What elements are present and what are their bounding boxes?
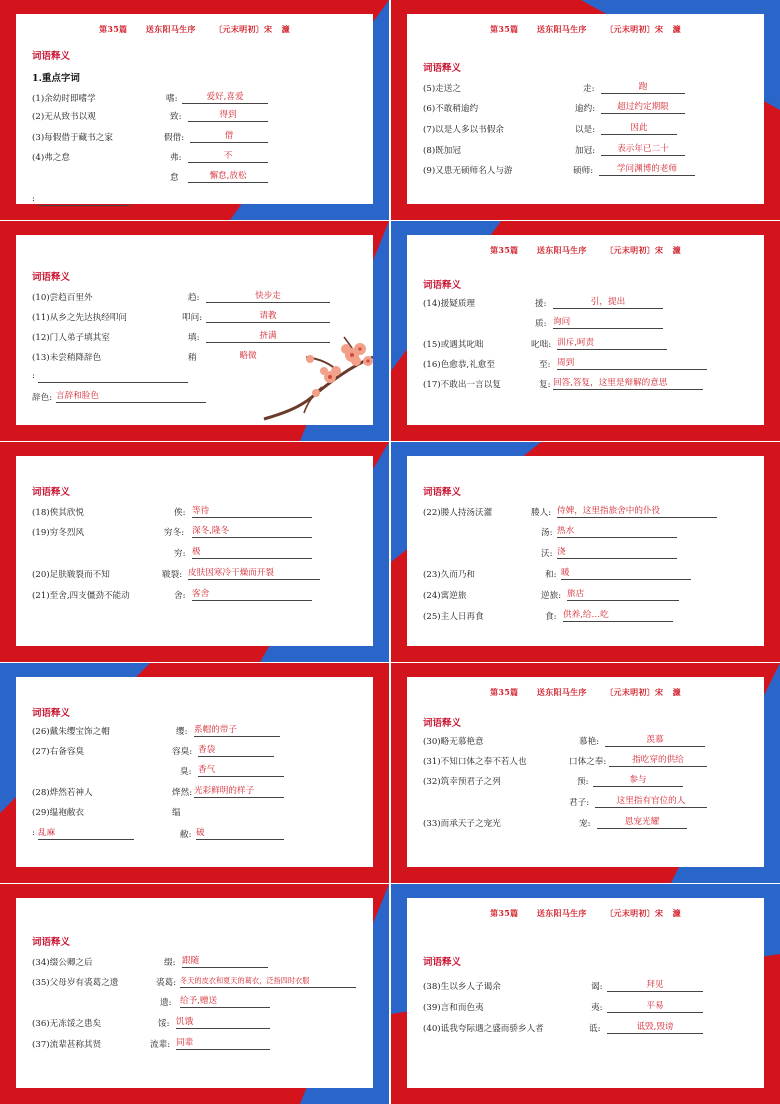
answer: 懈怠,放松 — [188, 170, 268, 183]
question: (38)生以乡人子谒余 — [423, 982, 501, 992]
term-label: 走: — [583, 84, 595, 94]
slide-body — [407, 456, 764, 646]
answer: 冬天的皮衣和夏天的葛衣，泛指四时衣服 — [180, 975, 356, 988]
section-title: 词语释义 — [423, 718, 462, 729]
slide-6 — [391, 442, 780, 662]
slide-body — [407, 677, 764, 867]
term-label: 穷: — [174, 549, 186, 559]
answer: 超过约定期限 — [601, 101, 685, 114]
slide-3 — [0, 221, 389, 441]
question: (8)既加冠 — [423, 146, 461, 156]
question: (40)诋我夸际遇之盛而骄乡人者 — [423, 1024, 544, 1034]
term-label: 嗜: — [166, 94, 178, 104]
question: (15)或遇其叱咄 — [423, 340, 484, 350]
answer: 挤满 — [206, 330, 330, 343]
question: (16)色愈恭,礼愈至 — [423, 360, 495, 370]
answer: 不 — [188, 150, 268, 163]
answer: 表示年已二十 — [601, 143, 685, 156]
term-label: 逾约: — [575, 104, 596, 114]
term-label: 君子: — [569, 798, 590, 808]
term-label: 援: — [535, 299, 547, 309]
term-label: 夷: — [591, 1003, 603, 1013]
term-label: 俟: — [174, 508, 186, 518]
section-title: 词语释义 — [32, 487, 71, 498]
term-label: 慕艳: — [579, 737, 600, 747]
slide-header: 第35篇 送东阳马生序 〔元末明初〕宋 濂 — [490, 687, 681, 697]
question: (11)从乡之先达执经叩问 — [32, 313, 127, 323]
answer: 询问 — [553, 316, 663, 329]
question: (31)不知口体之奉不若人也 — [423, 757, 527, 767]
slide-body — [16, 14, 373, 204]
blank-line: : — [32, 194, 35, 206]
question: (37)流辈甚称其贤 — [32, 1040, 102, 1050]
answer: 给予,赠送 — [180, 995, 270, 1008]
question: (4)弗之怠 — [32, 153, 70, 163]
subtitle: 1.重点字词 — [32, 73, 80, 84]
slide-7 — [0, 663, 389, 883]
answer: 参与 — [593, 774, 683, 787]
answer: 旅店 — [567, 588, 679, 601]
answer: 得到 — [188, 109, 268, 122]
question: (35)父母岁有裘葛之遗 — [32, 978, 119, 988]
answer: 香袋 — [198, 744, 274, 757]
section-title: 词语释义 — [32, 51, 71, 62]
term-label: 诋: — [589, 1024, 601, 1034]
section-title: 词语释义 — [32, 272, 71, 283]
question: (10)尝趋百里外 — [32, 293, 93, 303]
term-label: 复: — [539, 380, 551, 390]
question: (14)援疑质理 — [423, 299, 476, 309]
answer: 言辞和脸色 — [56, 390, 206, 403]
term-label: 流辈: — [150, 1040, 171, 1050]
term-label: 缀: — [164, 958, 176, 968]
answer: 等待 — [192, 505, 312, 518]
answer: 周到 — [557, 357, 707, 370]
answer: 深冬,隆冬 — [192, 525, 312, 538]
answer: 饥饿 — [176, 1016, 270, 1029]
slide-body — [407, 898, 764, 1088]
question: (30)略无慕艳意 — [423, 737, 484, 747]
slide-header: 第35篇 送东阳马生序 〔元末明初〕宋 濂 — [490, 24, 681, 34]
slide-10 — [391, 884, 780, 1104]
section-title: 词语释义 — [32, 708, 71, 719]
term-label: 预: — [577, 777, 589, 787]
term-label: 怠 — [170, 173, 179, 183]
section-title: 词语释义 — [423, 63, 462, 74]
answer: 平易 — [607, 1000, 703, 1013]
slide-body — [16, 456, 373, 646]
answer: 极 — [192, 546, 312, 559]
answer: 因此 — [601, 122, 677, 135]
question: (20)足肤皲裂而不知 — [32, 570, 110, 580]
slide-body: 词语释义 (26)戴朱缨宝饰之帽 缨: 系帽的带子 (27)右备容臭 容臭: 香袋 臭: 香气 (28)烨然若神人 烨然: 光彩鲜明的样子 (29)缊袍敝衣 缊 : 乱麻 敝: 破 — [16, 677, 373, 867]
term-label: 臭: — [180, 767, 192, 777]
term-label: 缨: — [176, 727, 188, 737]
term-label: 宠: — [579, 819, 591, 829]
question: (12)门人弟子填其室 — [32, 333, 110, 343]
question: (1)余幼时即嗜学 — [32, 94, 96, 104]
term-label: 逆旅: — [541, 591, 562, 601]
answer: 侍婢，这里指旅舍中的仆役 — [557, 505, 717, 518]
slide-8 — [391, 663, 780, 883]
answer: 训斥,呵责 — [557, 337, 667, 350]
question: (17)不敢出一言以复 — [423, 380, 501, 390]
question: (21)至舍,四支僵劲不能动 — [32, 591, 130, 601]
slide-header: 第35篇 送东阳马生序 〔元末明初〕宋 濂 — [490, 908, 681, 918]
term-label: 沃: — [541, 549, 553, 559]
term-label: 至: — [539, 360, 551, 370]
term-label: 谒: — [591, 982, 603, 992]
slide-9 — [0, 884, 389, 1104]
question: (28)烨然若神人 — [32, 788, 93, 798]
slide-1 — [0, 0, 389, 220]
answer: 快步走 — [206, 290, 330, 303]
question: (22)媵人持汤沃灌 — [423, 508, 493, 518]
question: (19)穷冬烈风 — [32, 528, 85, 538]
term-label: 和: — [545, 570, 557, 580]
answer: 客舍 — [192, 588, 312, 601]
question: (29)缊袍敝衣 — [32, 808, 85, 818]
term-label: 叩问: — [182, 313, 203, 323]
term-label: 以是: — [575, 125, 596, 135]
term-label: 汤: — [541, 528, 553, 538]
blank-line: : — [32, 371, 35, 383]
answer: 引，提出 — [553, 296, 663, 309]
term-label: 硕师: — [573, 166, 594, 176]
answer: 破 — [196, 827, 284, 840]
question: (18)俟其欣悦 — [32, 508, 85, 518]
term-label: 辞色: — [32, 393, 53, 403]
term-label: 食: — [545, 612, 557, 622]
question: (39)言和而色夷 — [423, 1003, 484, 1013]
term-label: 致: — [170, 112, 182, 122]
term-label: 口体之奉: — [569, 757, 607, 767]
question: (25)主人日再食 — [423, 612, 484, 622]
term-label: 填: — [188, 333, 200, 343]
term-label: 穷冬: — [164, 528, 185, 538]
term-label: 容臭: — [172, 747, 193, 757]
term-label: 叱咄: — [531, 340, 552, 350]
question: (5)走送之 — [423, 84, 461, 94]
slide-body — [16, 235, 373, 425]
term-label: 缊 — [172, 808, 181, 818]
question: (26)戴朱缨宝饰之帽 — [32, 727, 110, 737]
term-label: 舍: — [174, 591, 186, 601]
section-title: 词语释义 — [32, 937, 71, 948]
answer: 同辈 — [176, 1037, 270, 1050]
answer: 浇 — [557, 546, 677, 559]
answer: 羡慕 — [605, 734, 705, 747]
answer: 热水 — [557, 525, 677, 538]
answer: 皮肤因寒冷干燥而开裂 — [188, 567, 320, 580]
slide-header: 第35篇 送东阳马生序 〔元末明初〕宋 濂 — [490, 245, 681, 255]
question: (34)缀公卿之后 — [32, 958, 93, 968]
term-label: 媵人: — [531, 508, 552, 518]
slide-4 — [391, 221, 780, 441]
term-label: 敝: — [180, 830, 192, 840]
slide-body — [16, 898, 373, 1088]
answer: 跑 — [601, 81, 685, 94]
answer: 供养,给…吃 — [563, 609, 673, 622]
question: (23)久而乃和 — [423, 570, 476, 580]
section-title: 词语释义 — [423, 957, 462, 968]
slide-header: 第35篇 送东阳马生序 〔元末明初〕宋 濂 — [99, 24, 290, 34]
term-label: 趋: — [188, 293, 200, 303]
answer: 爱好,喜爱 — [182, 91, 268, 104]
answer: 请教 — [206, 310, 330, 323]
answer: 指吃穿的供给 — [609, 754, 707, 767]
term-label: 烨然: — [172, 788, 193, 798]
question: (6)不敢稍逾约 — [423, 104, 479, 114]
term-label: 遗: — [160, 998, 172, 1008]
slide-5 — [0, 442, 389, 662]
question: (33)而承天子之宠光 — [423, 819, 501, 829]
question: (9)又患无硕师名人与游 — [423, 166, 513, 176]
answer: 回答,答复，这里是辩解的意思 — [553, 377, 703, 390]
slide-body — [407, 14, 764, 204]
answer: 拜见 — [607, 979, 703, 992]
question: (2)无从致书以观 — [32, 112, 96, 122]
term-label: 加冠: — [575, 146, 596, 156]
answer: 系帽的带子 — [194, 724, 280, 737]
question: (3)每假借于藏书之家 — [32, 133, 113, 143]
answer: 乱麻 — [38, 827, 134, 840]
answer: 跟随 — [182, 955, 268, 968]
term-label: 稍 — [188, 353, 197, 363]
slide-body — [407, 235, 764, 425]
term-label: 质: — [535, 319, 547, 329]
answer: 学问渊博的老师 — [599, 163, 695, 176]
answer: 暖 — [561, 567, 691, 580]
section-title: 词语释义 — [423, 280, 462, 291]
section-title: 词语释义 — [423, 487, 462, 498]
answer: 借 — [190, 130, 268, 143]
question: (7)以是人多以书假余 — [423, 125, 504, 135]
answer: 恩宠光耀 — [597, 816, 687, 829]
answer: 诋毁,毁谤 — [607, 1021, 703, 1034]
answer: 略微 — [239, 351, 257, 361]
question: (13)未尝稍降辞色 — [32, 353, 102, 363]
answer: 光彩鲜明的样子 — [194, 785, 284, 798]
question: (24)寓逆旅 — [423, 591, 467, 601]
plum-blossom-icon — [260, 327, 373, 425]
answer: 这里指有官位的人 — [595, 795, 707, 808]
question: (36)无冻馁之患矣 — [32, 1019, 102, 1029]
term-label: 弗: — [170, 153, 182, 163]
question: (32)筑幸预君子之列 — [423, 777, 501, 787]
answer: 香气 — [198, 764, 284, 777]
term-label: 裘葛: — [156, 978, 177, 988]
term-label: 假借: — [164, 133, 185, 143]
slide-2 — [391, 0, 780, 220]
term-label: 皲裂: — [162, 570, 183, 580]
term-label: 馁: — [158, 1019, 170, 1029]
question: (27)右备容臭 — [32, 747, 85, 757]
